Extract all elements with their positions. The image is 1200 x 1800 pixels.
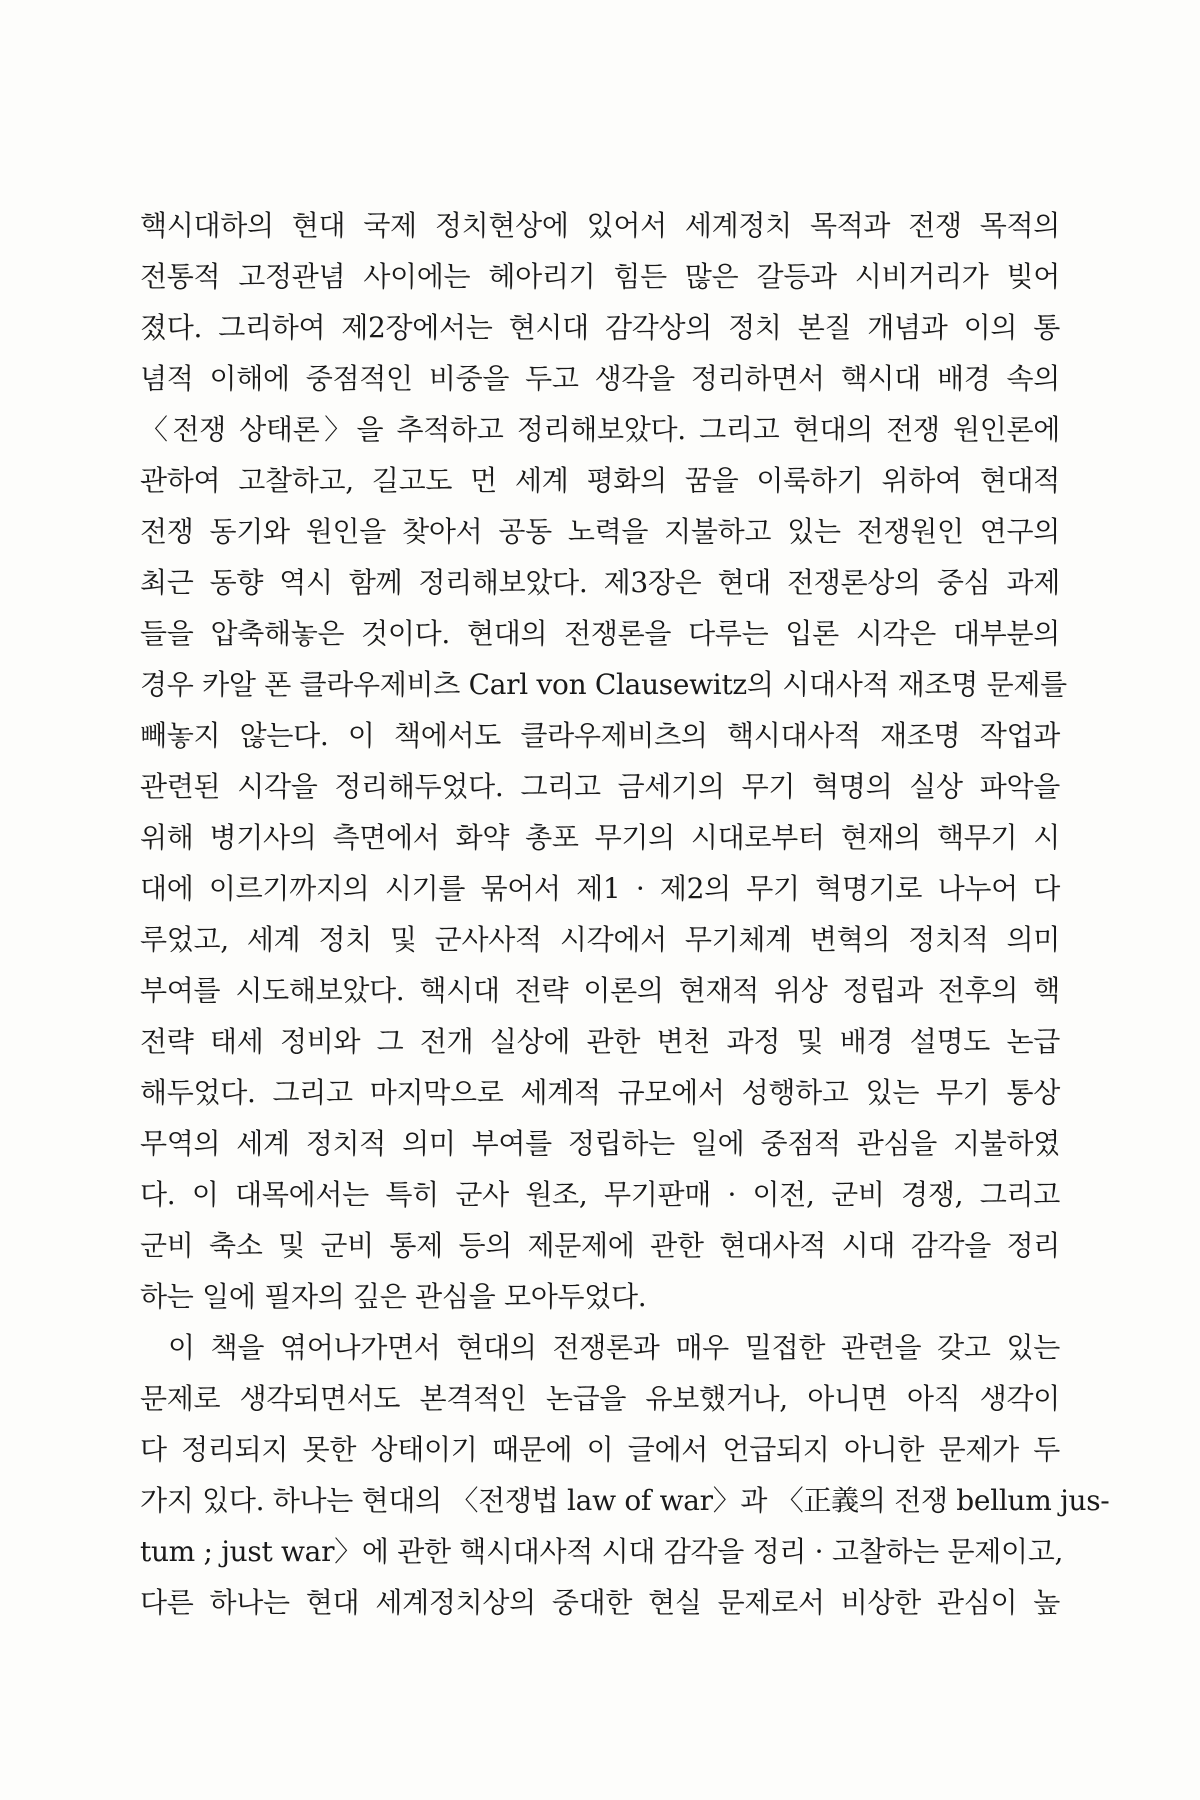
text-line: 가지 있다. 하나는 현대의 〈전쟁법 law of war〉과 〈正義의 전쟁 bellum jus- xyxy=(140,1484,1110,1517)
paragraph-end-line: 하는 일에 필자의 깊은 관심을 모아두었다. xyxy=(140,1280,647,1313)
text-line: 전쟁 동기와 원인을 찾아서 공동 노력을 지불하고 있는 전쟁원인 연구의 xyxy=(140,515,1060,548)
text-line: 전통적 고정관념 사이에는 헤아리기 힘든 많은 갈등과 시비거리가 빚어 xyxy=(140,260,1060,293)
text-line: 부여를 시도해보았다. 핵시대 전략 이론의 현재적 위상 정립과 전후의 핵 xyxy=(140,974,1060,1007)
text-line: 핵시대하의 현대 국제 정치현상에 있어서 세계정치 목적과 전쟁 목적의 xyxy=(140,209,1060,242)
text-line: 념적 이해에 중점적인 비중을 두고 생각을 정리하면서 핵시대 배경 속의 xyxy=(140,362,1060,395)
text-line: 빼놓지 않는다. 이 책에서도 클라우제비츠의 핵시대사적 재조명 작업과 xyxy=(140,719,1060,752)
text-line: 무역의 세계 정치적 의미 부여를 정립하는 일에 중점적 관심을 지불하였 xyxy=(140,1127,1060,1160)
text-line: 다른 하나는 현대 세계정치상의 중대한 현실 문제로서 비상한 관심이 높 xyxy=(140,1586,1060,1619)
text-line: 루었고, 세계 정치 및 군사사적 시각에서 무기체계 변혁의 정치적 의미 xyxy=(140,923,1060,956)
text-line: 관련된 시각을 정리해두었다. 그리고 금세기의 무기 혁명의 실상 파악을 xyxy=(140,770,1060,803)
body-text xyxy=(140,200,1110,1628)
text-line: 대에 이르기까지의 시기를 묶어서 제1 · 제2의 무기 혁명기로 나누어 다 xyxy=(140,872,1060,905)
text-line: 최근 동향 역시 함께 정리해보았다. 제3장은 현대 전쟁론상의 중심 과제 xyxy=(140,566,1060,599)
text-line: 관하여 고찰하고, 길고도 먼 세계 평화의 꿈을 이룩하기 위하여 현대적 xyxy=(140,464,1060,497)
text-line: 다. 이 대목에서는 특히 군사 원조, 무기판매 · 이전, 군비 경쟁, 그리고 xyxy=(140,1178,1060,1211)
text-line: 경우 카알 폰 클라우제비츠 Carl von Clausewitz의 시대사적 재조명 문제를 xyxy=(140,668,1067,701)
text-line: 다 정리되지 못한 상태이기 때문에 이 글에서 언급되지 아니한 문제가 두 xyxy=(140,1433,1060,1466)
text-line: tum ; just war〉에 관한 핵시대사적 시대 감각을 정리 · 고찰하는 문제이고, xyxy=(140,1535,1064,1568)
text-line: 위해 병기사의 측면에서 화약 총포 무기의 시대로부터 현재의 핵무기 시 xyxy=(140,821,1060,854)
text-line: 해두었다. 그리고 마지막으로 세계적 규모에서 성행하고 있는 무기 통상 xyxy=(140,1076,1060,1109)
text-line: 문제로 생각되면서도 본격적인 논급을 유보했거나, 아니면 아직 생각이 xyxy=(140,1382,1060,1415)
paragraph-start-line: 이 책을 엮어나가면서 현대의 전쟁론과 매우 밀접한 관련을 갖고 있는 xyxy=(168,1331,1060,1364)
text-line: 전략 태세 정비와 그 전개 실상에 관한 변천 과정 및 배경 설명도 논급 xyxy=(140,1025,1060,1058)
text-line: 군비 축소 및 군비 통제 등의 제문제에 관한 현대사적 시대 감각을 정리 xyxy=(140,1229,1060,1262)
text-line: 졌다. 그리하여 제2장에서는 현시대 감각상의 정치 본질 개념과 이의 통 xyxy=(140,311,1060,344)
text-line: 들을 압축해놓은 것이다. 현대의 전쟁론을 다루는 입론 시각은 대부분의 xyxy=(140,617,1060,650)
text-line: 〈전쟁 상태론〉을 추적하고 정리해보았다. 그리고 현대의 전쟁 원인론에 xyxy=(140,413,1060,446)
